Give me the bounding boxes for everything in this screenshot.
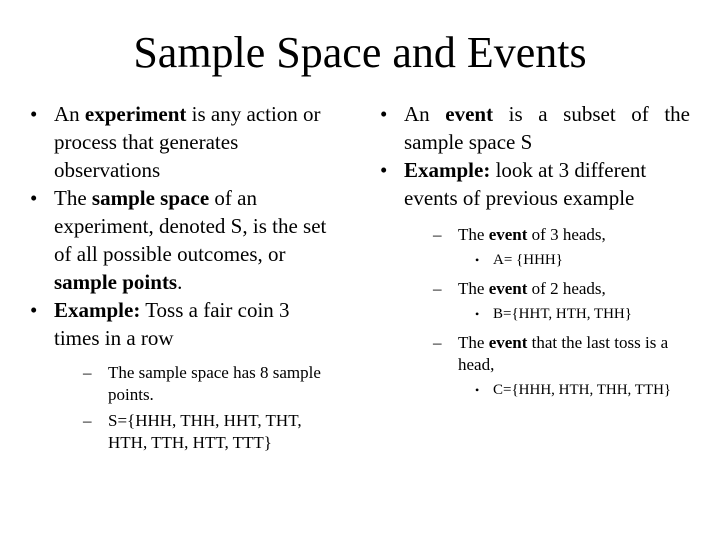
- bold-term-event: event: [445, 102, 494, 126]
- bold-term-example: Example:: [54, 298, 141, 322]
- set-a: • A= {HHH}: [404, 250, 690, 270]
- sub-bullet-sample-set: – S={HHH, THH, HHT, THT, HTH, TTH, HTT, TTT}: [54, 410, 335, 454]
- text: The: [458, 225, 489, 244]
- bold-term-experiment: experiment: [84, 102, 187, 126]
- bullet-sample-space: [30, 184, 335, 296]
- sub-bullet-event-2-heads: [404, 278, 690, 300]
- text: The: [54, 186, 92, 210]
- text: An: [404, 102, 446, 126]
- text: of 2 heads,: [527, 279, 606, 298]
- text: The: [458, 279, 489, 298]
- bold-term-example: Example:: [404, 158, 491, 182]
- right-column: [380, 100, 690, 408]
- text: The: [458, 333, 489, 352]
- sub-bullet-event-3-heads: [404, 224, 690, 246]
- bold-term-sample-points: sample points: [54, 270, 178, 294]
- right-sub-list: [404, 224, 690, 400]
- bold-term-sample-space: sample space: [91, 186, 210, 210]
- right-bullet-list: [380, 100, 690, 400]
- bold-term-event: event: [488, 225, 528, 244]
- sub-bullet-sample-count: – The sample space has 8 sample points.: [54, 362, 335, 406]
- text: is any action or process that generates observations: [54, 102, 321, 182]
- text: .: [177, 270, 183, 294]
- slide-title: Sample Space and Events: [133, 28, 587, 77]
- left-column: [30, 100, 335, 458]
- bullet-event-definition: [380, 100, 690, 156]
- bold-term-event: event: [488, 279, 528, 298]
- bullet-experiment: [30, 100, 335, 184]
- set-c: • C={HHH, HTH, THH, TTH}: [404, 380, 690, 400]
- text: Toss a fair coin 3 times in a row: [54, 298, 290, 350]
- text: is a subset of the sample space S: [404, 102, 690, 154]
- bullet-example-coin: [30, 296, 335, 454]
- text: of an experiment, denoted S, is the set of all possible outcomes, or: [54, 186, 327, 266]
- sub-bullet-event-last-head: [404, 332, 690, 376]
- text: that the last toss is a head,: [458, 333, 669, 374]
- text: of 3 heads,: [527, 225, 606, 244]
- left-sub-list: [54, 362, 335, 454]
- text: An: [54, 102, 85, 126]
- set-b: • B={HHT, HTH, THH}: [404, 304, 690, 324]
- bullet-example-events: [380, 156, 690, 400]
- text: look at 3 different events of previous example: [404, 158, 647, 210]
- left-bullet-list: [30, 100, 335, 454]
- bold-term-event: event: [488, 333, 528, 352]
